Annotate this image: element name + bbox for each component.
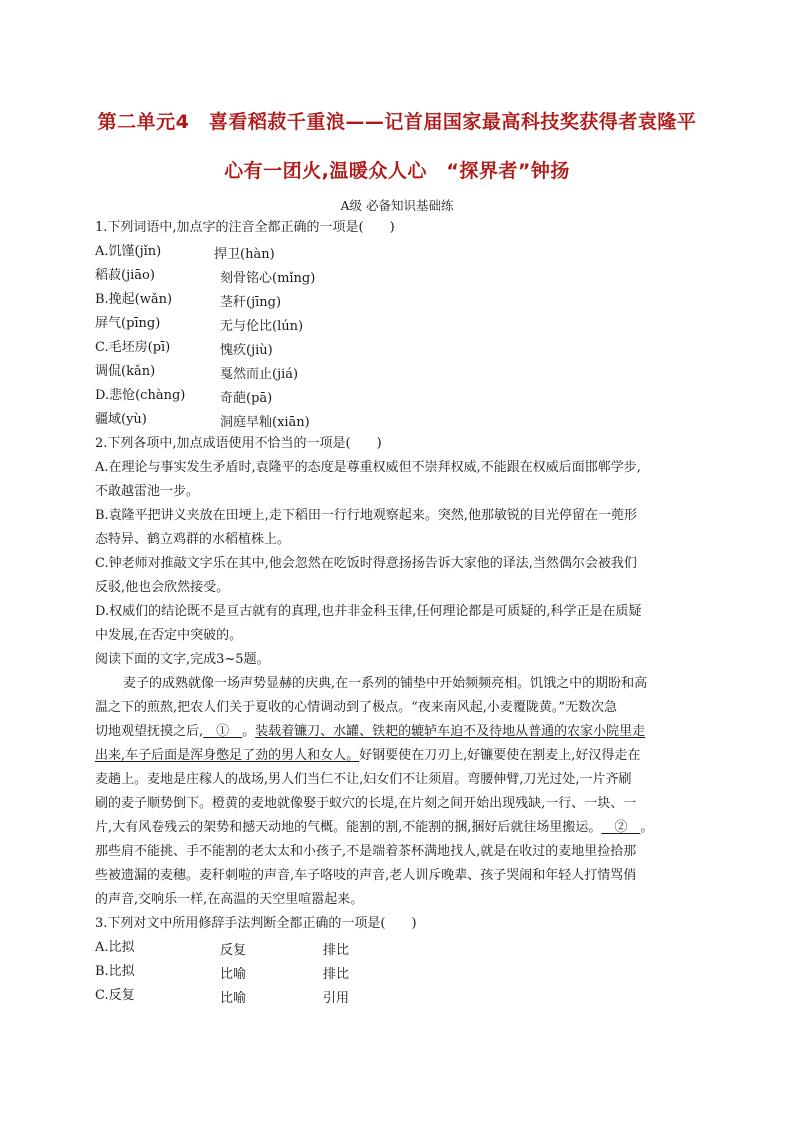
q1-option-b-word2: 茎秆(jīng) — [220, 295, 282, 310]
q3-option-b-3: 排比 — [323, 967, 350, 982]
q1-option-a-word2: 捍卫(hàn) — [214, 247, 275, 262]
q2-option-a-line1: A.在理论与事实发生矛盾时,袁隆平的态度是尊重权威但不崇拜权威,不能跟在权威后面邯郸学步, — [95, 460, 641, 475]
passage-line-1: 麦子的成熟就像一场声势显赫的庆典,在一系列的铺垫中开始频频亮相。饥饿之中的期盼和高 — [123, 676, 648, 691]
q3-option-a-1: A.比拟 — [95, 940, 135, 955]
q1-option-b-word4: 无与伦比(lún) — [220, 319, 304, 334]
level-heading: A级 必备知识基础练 — [340, 198, 454, 213]
q1-option-c-word1: C.毛坯房(pī) — [95, 340, 171, 355]
q3-option-a-3: 排比 — [323, 943, 350, 958]
q2-option-c-line1: C.钟老师对推敲文字乐在其中,他会忽然在吃饭时得意扬扬告诉大家他的译法,当然偶尔会被我们 — [95, 556, 637, 571]
q1-option-c-word3: 调侃(kǎn) — [95, 364, 156, 379]
passage-line-7: 片,大有风卷残云的架势和撼天动地的气概。能割的割,不能割的捆,捆好后就往场里搬运。 ② 。 — [95, 820, 654, 835]
q1-option-c-word4: 戛然而止(jiá) — [220, 367, 299, 382]
q1-option-b-word1: B.挽起(wǎn) — [95, 292, 173, 307]
question-2-stem: 2.下列各项中,加点成语使用不恰当的一项是( ) — [95, 436, 382, 451]
passage-line-4: 出来,车子后面是浑身憋足了劲的男人和女人。好钢要使在刀刃上,好镰要使在割麦上,好汉得走在 — [95, 748, 641, 763]
q3-option-a-2: 反复 — [220, 943, 247, 958]
q3-option-c-2: 比喻 — [220, 991, 247, 1006]
q1-option-d-word2: 奇葩(pā) — [220, 391, 273, 406]
q1-option-d-word1: D.悲怆(chàng) — [95, 388, 186, 403]
passage-line-8: 那些肩不能挑、手不能割的老太太和小孩子,不是端着茶杯满地找人,就是在收过的麦地里捡拾那 — [95, 844, 637, 859]
q1-option-b-word3: 屏气(pīng) — [95, 316, 161, 331]
page-title: 第二单元4 喜看稻菽千重浪——记首届国家最高科技奖获得者袁隆平 — [97, 111, 697, 133]
q3-option-c-1: C.反复 — [95, 988, 135, 1003]
q2-option-b-line1: B.袁隆平把讲义夹放在田埂上,走下稻田一行行地观察起来。突然,他那敏锐的目光停留在一蔸形 — [95, 508, 637, 523]
q1-option-a-word1: A.饥馑(jǐn) — [95, 244, 162, 259]
passage-line-2: 温之下的煎熬,把农人们关于夏收的心情调动到了极点。“夜来南风起,小麦覆陇黄。”无数次急 — [95, 700, 618, 715]
q1-option-a-word4: 刻骨铭心(mǐng) — [220, 271, 316, 286]
reading-instruction: 阅读下面的文字,完成3~5题。 — [95, 652, 270, 667]
page-subtitle: 心有一团火,温暖众人心 “探界者”钟扬 — [224, 160, 570, 182]
q1-option-c-word2: 愧疚(jiù) — [220, 343, 273, 358]
question-3-stem: 3.下列对文中所用修辞手法判断全都正确的一项是( ) — [95, 916, 417, 931]
question-1-stem: 1.下列词语中,加点字的注音全都正确的一项是( ) — [95, 220, 395, 235]
passage-line-5: 麦趟上。麦地是庄稼人的战场,男人们当仁不让,妇女们不让须眉。弯腰伸臂,刀光过处,一片齐刷 — [95, 772, 632, 787]
blank-1: ① — [203, 724, 243, 739]
passage-line-9: 些被遗漏的麦穗。麦秆刺啦的声音,车子咯吱的声音,老人训斥晚辈、孩子哭闹和年轻人打情骂俏 — [95, 868, 637, 883]
q3-option-c-3: 引用 — [323, 991, 350, 1006]
underlined-sentence-1: 装载着镰刀、水罐、铁耙的辘轳车迫不及待地从普通的农家小院里走 — [255, 724, 646, 739]
blank-2: ② — [601, 820, 641, 835]
q3-option-b-2: 比喻 — [220, 967, 247, 982]
passage-line-10: 的声音,交响乐一样,在高温的天空里喧嚣起来。 — [95, 892, 364, 907]
q2-option-c-line2: 反驳,他也会欣然接受。 — [95, 580, 230, 595]
underlined-sentence-2: 出来,车子后面是浑身憋足了劲的男人和女人。 — [95, 748, 360, 763]
q2-option-d-line2: 中发展,在否定中突破的。 — [95, 628, 243, 643]
passage-line-6: 刷的麦子顺势倒下。橙黄的麦地就像娶于蚁穴的长堤,在片刻之间开始出现残缺,一行、一块、一 — [95, 796, 637, 811]
q1-option-a-word3: 稻菽(jiāo) — [95, 268, 155, 283]
q2-option-a-line2: 不敢越雷池一步。 — [95, 484, 200, 499]
q2-option-d-line1: D.权威们的结论既不是亘古就有的真理,也并非金科玉律,任何理论都是可质疑的,科学正是在质疑 — [95, 604, 642, 619]
q2-option-b-line2: 态特异、鹤立鸡群的水稻植株上。 — [95, 532, 291, 547]
passage-line-3: 切地观望抚摸之后, ① 。装载着镰刀、水罐、铁耙的辘轳车迫不及待地从普通的农家小院里走 — [95, 724, 646, 739]
q3-option-b-1: B.比拟 — [95, 964, 135, 979]
q1-option-d-word4: 洞庭早籼(xiān) — [220, 415, 310, 430]
q1-option-d-word3: 疆域(yù) — [95, 412, 147, 427]
